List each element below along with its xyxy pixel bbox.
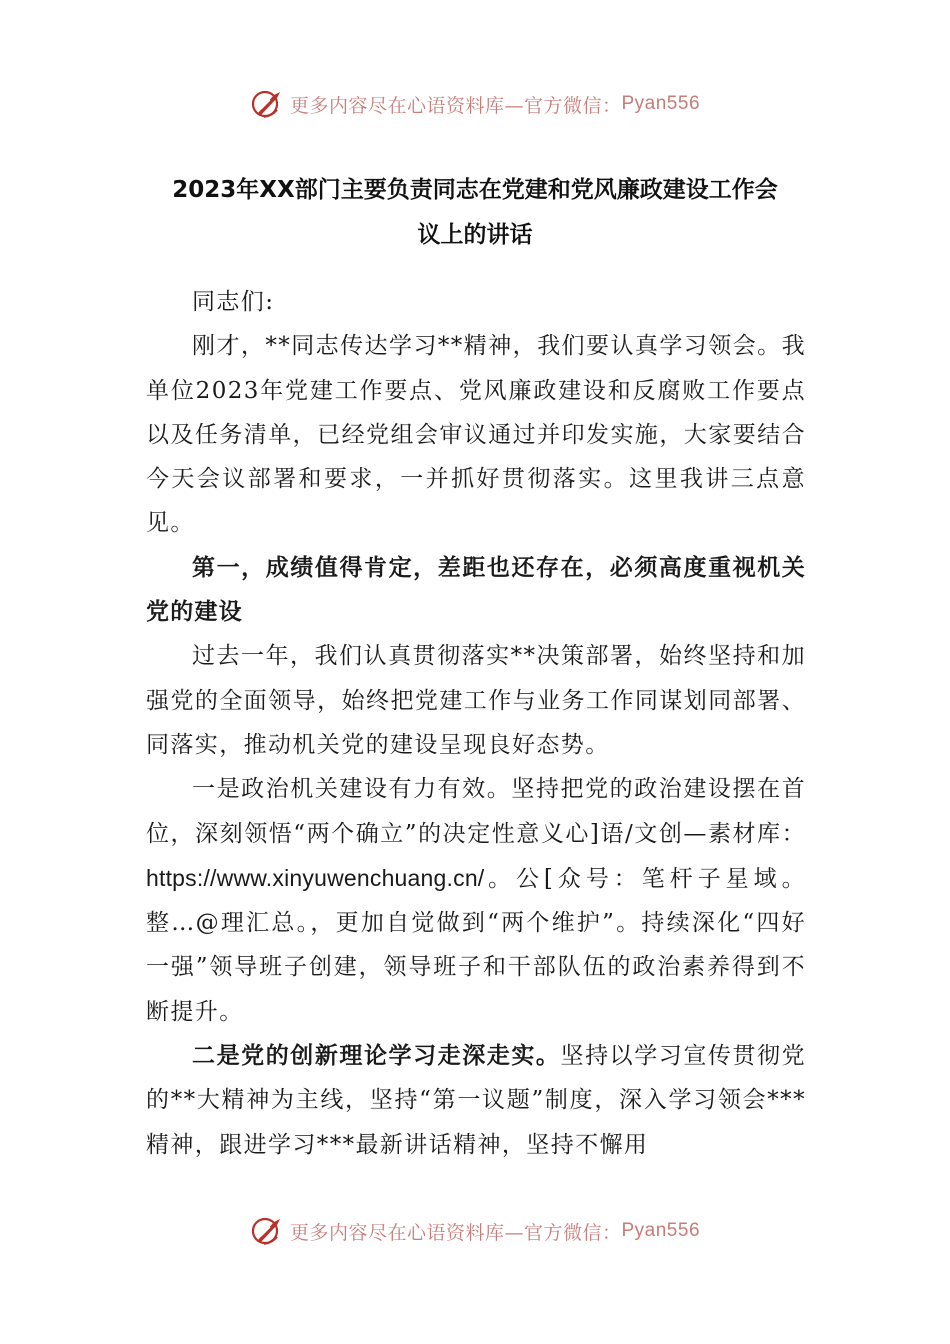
header-banner-text: 更多内容尽在心语资料库—官方微信：: [289, 94, 622, 117]
title-line-2: 议上的讲话: [417, 222, 533, 248]
quill-pen-logo-icon: [250, 87, 284, 121]
quill-pen-logo-icon: [250, 1214, 284, 1248]
title-line-1: 2023年XX部门主要负责同志在党建和党风廉政建设工作会: [172, 177, 778, 203]
footer-banner-wechat-id: Pyan556: [621, 1220, 701, 1241]
header-banner-inner: [250, 84, 700, 124]
footer-banner: [0, 1211, 950, 1251]
paragraph-intro: 刚才，**同志传达学习**精神，我们要认真学习领会。我单位2023年党建工作要点、党风廉政建设和反腐败工作要点以及任务清单，已经党组会审议通过并印发实施，大家要结合今天会议部署和要求，一并抓好贯彻落实。这里我讲三点意见。: [146, 333, 806, 537]
header-banner: [0, 84, 950, 124]
header-banner-wechat-id: Pyan556: [621, 93, 701, 114]
footer-banner-inner: [250, 1211, 700, 1251]
paragraph-theory-study: [146, 1034, 806, 1167]
paragraph-political-building-text-a: 一是政治机关建设有力有效。坚持把党的政治建设摆在首位，深刻领悟“两个确立”的决定性意义心]语/文创—素材库：: [146, 776, 806, 847]
section-heading-1: 第一，成绩值得肯定，差距也还存在，必须高度重视机关党的建设: [146, 554, 806, 626]
paragraph-theory-study-lead: 二是党的创新理论学习走深走实。: [192, 1043, 561, 1070]
document-title: [100, 168, 850, 258]
document-body: [146, 280, 806, 1167]
greeting: 同志们:: [192, 289, 275, 315]
paragraph-political-building-text-b: 。公[众号：笔杆子星域。整…@理汇总。，更加自觉做到“两个维护”。持续深化“四好一强”领导班子创建，领导班子和干部队伍的政治素养得到不断提升。: [146, 865, 806, 1025]
source-url-link[interactable]: https://www.xinyuwenchuang.cn/: [146, 864, 485, 891]
paragraph-review: 过去一年，我们认真贯彻落实**决策部署，始终坚持和加强党的全面领导，始终把党建工作与业务工作同谋划同部署、同落实，推动机关党的建设呈现良好态势。: [146, 643, 806, 758]
paragraph-political-building: [146, 767, 806, 1034]
paragraph-theory-study-text: 坚持以学习宣传贯彻党的**大精神为主线，坚持“第一议题”制度，深入学习领会***精神，跟进学习***最新讲话精神，坚持不懈用: [146, 1043, 807, 1158]
footer-banner-text: 更多内容尽在心语资料库—官方微信：: [289, 1221, 622, 1244]
